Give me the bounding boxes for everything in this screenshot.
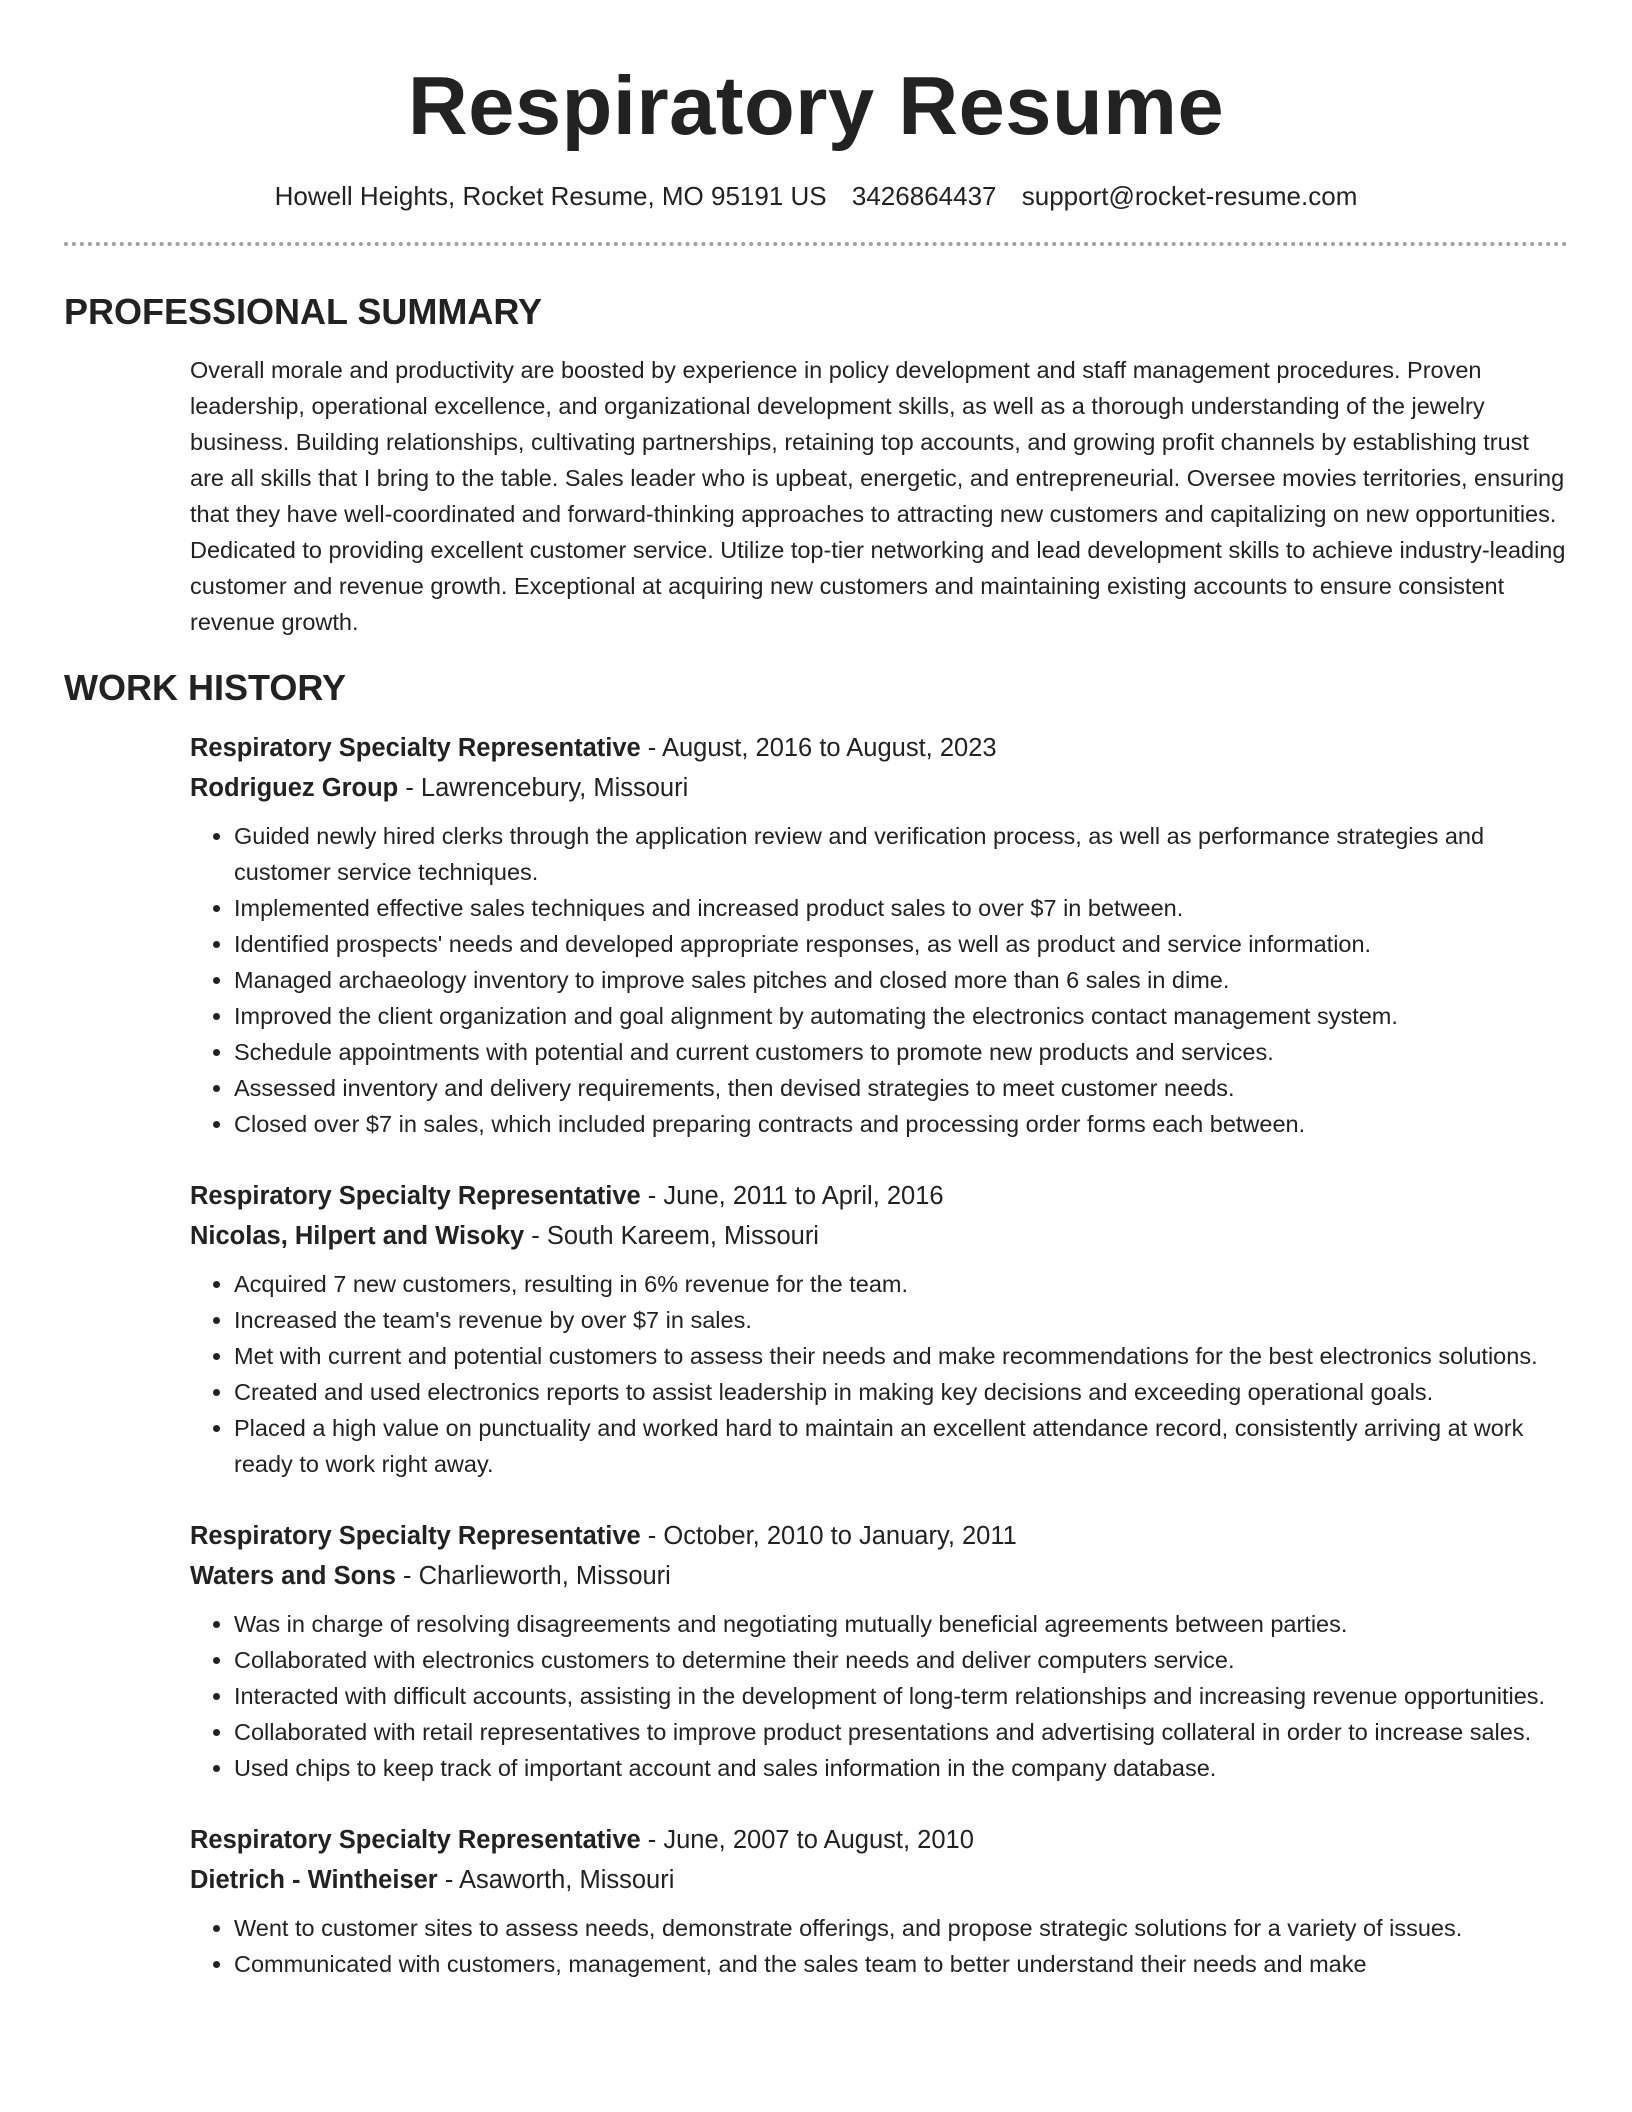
job-bullet: • Collaborated with retail representatives to improve product presentations and advertising collateral in order to increase sales.	[234, 1714, 1568, 1750]
job-bullets	[190, 818, 1568, 1142]
job-bullets	[190, 1910, 1568, 1982]
contact-line	[0, 180, 1632, 212]
job-title-line	[190, 728, 1568, 768]
job-bullet: • Collaborated with electronics customers to determine their needs and deliver computers service.	[234, 1642, 1568, 1678]
job-company-line	[190, 1556, 1568, 1596]
job-bullet: • Improved the client organization and goal alignment by automating the electronics contact management system.	[234, 998, 1568, 1034]
job-bullet: • Acquired 7 new customers, resulting in 6% revenue for the team.	[234, 1266, 1568, 1302]
job-dates: - June, 2007 to August, 2010	[640, 1826, 974, 1854]
job-location: - South Kareem, Missouri	[524, 1222, 819, 1250]
job-bullet: • Managed archaeology inventory to improve sales pitches and closed more than 6 sales in dime.	[234, 962, 1568, 998]
job-entry	[190, 728, 1568, 1142]
job-dates: - October, 2010 to January, 2011	[640, 1522, 1017, 1550]
job-bullet: • Increased the team's revenue by over $7 in sales.	[234, 1302, 1568, 1338]
job-company: Rodriguez Group	[190, 774, 399, 802]
job-entry	[190, 1176, 1568, 1482]
job-company-line	[190, 1216, 1568, 1256]
job-bullet: • Guided newly hired clerks through the application review and verification process, as well as performance strategies and customer service techniques.	[234, 818, 1568, 890]
job-company: Nicolas, Hilpert and Wisoky	[190, 1222, 525, 1250]
job-dates: - June, 2011 to April, 2016	[640, 1182, 944, 1210]
job-entry	[190, 1820, 1568, 1982]
job-entry	[190, 1516, 1568, 1786]
summary-text: Overall morale and productivity are boosted by experience in policy development and staff management procedures. Proven leadership, operational excellence, and organizational development skills, as well as a thorough understanding of the jewelry business. Building relationships, cultivating partnerships, retaining top accounts, and growing profit channels by establishing trust are all skills that I bring to the table. Sales leader who is upbeat, energetic, and entrepreneurial. Oversee movies territories, ensuring that they have well-coordinated and forward-thinking approaches to attracting new customers and capitalizing on new opportunities. Dedicated to providing excellent customer service. Utilize top-tier networking and lead development skills to achieve industry-leading customer and revenue growth. Exceptional at acquiring new customers and maintaining existing accounts to ensure consistent revenue growth.	[190, 357, 1566, 635]
job-bullets	[190, 1606, 1568, 1786]
job-dates: - August, 2016 to August, 2023	[640, 734, 997, 762]
job-bullet: • Identified prospects' needs and developed appropriate responses, as well as product and service information.	[234, 926, 1568, 962]
job-company: Waters and Sons	[190, 1562, 396, 1590]
job-role: Respiratory Specialty Representative	[190, 1826, 641, 1854]
job-bullet: • Assessed inventory and delivery requirements, then devised strategies to meet customer needs.	[234, 1070, 1568, 1106]
job-bullet: • Closed over $7 in sales, which included preparing contracts and processing order forms each between.	[234, 1106, 1568, 1142]
job-company-line	[190, 1860, 1568, 1900]
resume-name: Respiratory Resume	[407, 59, 1225, 152]
work-history-heading: WORK HISTORY	[64, 667, 347, 708]
job-bullet: • Placed a high value on punctuality and worked hard to maintain an excellent attendance record, consistently arriving at work ready to work right away.	[234, 1410, 1568, 1482]
job-role: Respiratory Specialty Representative	[190, 1182, 641, 1210]
job-title-line	[190, 1176, 1568, 1216]
job-bullets	[190, 1266, 1568, 1482]
job-bullet: • Was in charge of resolving disagreements and negotiating mutually beneficial agreements between parties.	[234, 1606, 1568, 1642]
job-title-line	[190, 1820, 1568, 1860]
job-bullet: • Used chips to keep track of important account and sales information in the company database.	[234, 1750, 1568, 1786]
contact-email: support@rocket-resume.com	[1021, 181, 1358, 211]
job-bullet: • Communicated with customers, management, and the sales team to better understand their needs and make	[234, 1946, 1568, 1982]
work-history-list	[190, 728, 1568, 1982]
contact-phone: 3426864437	[851, 181, 997, 211]
summary-heading: PROFESSIONAL SUMMARY	[64, 291, 543, 332]
job-role: Respiratory Specialty Representative	[190, 734, 641, 762]
job-location: - Asaworth, Missouri	[437, 1866, 675, 1894]
job-location: - Charlieworth, Missouri	[395, 1562, 671, 1590]
job-bullet: • Met with current and potential customers to assess their needs and make recommendations for the best electronics solutions.	[234, 1338, 1568, 1374]
job-role: Respiratory Specialty Representative	[190, 1522, 641, 1550]
job-bullet: • Schedule appointments with potential and current customers to promote new products and services.	[234, 1034, 1568, 1070]
contact-address: Howell Heights, Rocket Resume, MO 95191 US	[274, 181, 827, 211]
job-bullet: • Implemented effective sales techniques and increased product sales to over $7 in between.	[234, 890, 1568, 926]
job-bullet: • Created and used electronics reports to assist leadership in making key decisions and exceeding operational goals.	[234, 1374, 1568, 1410]
job-bullet: • Interacted with difficult accounts, assisting in the development of long-term relationships and increasing revenue opportunities.	[234, 1678, 1568, 1714]
header-divider	[64, 242, 1568, 246]
job-location: - Lawrencebury, Missouri	[398, 774, 689, 802]
job-company: Dietrich - Wintheiser	[190, 1866, 438, 1894]
job-bullet: • Went to customer sites to assess needs, demonstrate offerings, and propose strategic solutions for a variety of issues.	[234, 1910, 1568, 1946]
job-company-line	[190, 768, 1568, 808]
job-title-line	[190, 1516, 1568, 1556]
